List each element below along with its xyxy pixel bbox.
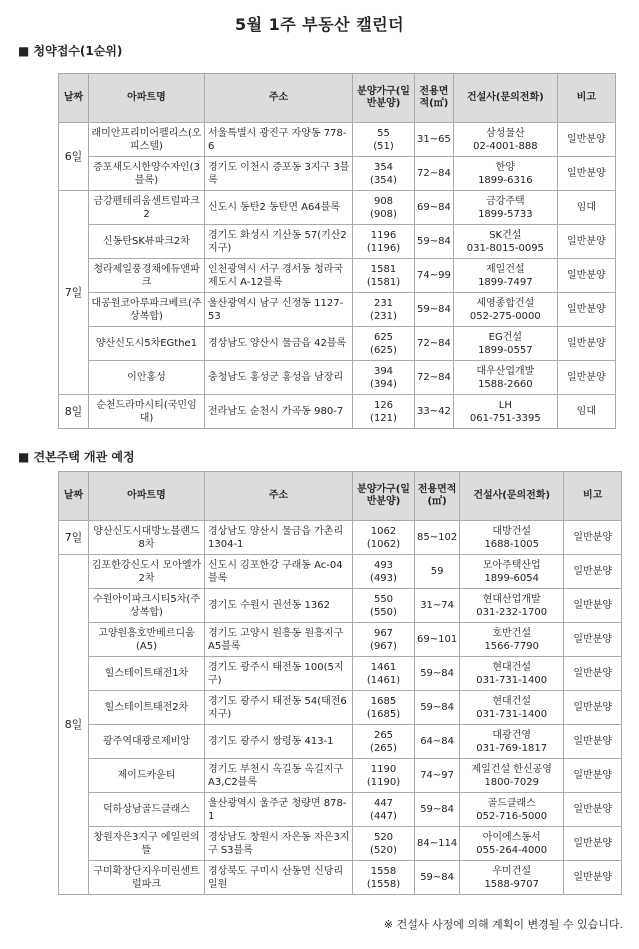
builder-cell: [460, 555, 564, 589]
builder-cell: [453, 157, 557, 191]
builder-cell-line: 02-4001-888: [473, 140, 538, 152]
area-cell: 31~74: [415, 589, 460, 623]
units-cell: [353, 225, 415, 259]
apartment-name-cell: 순천드라마시티(국민임대): [89, 395, 205, 429]
table-row: [59, 521, 622, 555]
header-date: 날짜: [59, 472, 89, 521]
units-cell-line: (520): [370, 844, 397, 856]
units-cell-line: (493): [370, 572, 397, 584]
builder-cell: [453, 123, 557, 157]
apartment-name-cell: 제이드카운티: [89, 759, 205, 793]
builder-cell-line: 현대건설: [492, 661, 532, 673]
apartment-name-cell: 증포새도시한양수자인(3블록): [89, 157, 205, 191]
units-cell-line: 1558: [370, 865, 397, 877]
units-cell-line: 354: [373, 161, 394, 173]
date-cell: 8일: [59, 555, 89, 895]
table-row: [59, 861, 622, 895]
address-cell: 경기도 부천시 옥길동 옥길지구 A3,C2블록: [205, 759, 353, 793]
area-cell: 85~102: [415, 521, 460, 555]
builder-cell: [460, 861, 564, 895]
builder-cell-line: 1800-7029: [484, 776, 539, 788]
units-cell: [353, 327, 415, 361]
units-cell: [353, 191, 415, 225]
builder-cell-line: 대광건영: [492, 729, 532, 741]
area-cell: 84~114: [415, 827, 460, 861]
note-cell: 일반분양: [557, 157, 615, 191]
area-cell: 74~99: [415, 259, 454, 293]
builder-cell: [460, 691, 564, 725]
units-cell: [353, 657, 415, 691]
builder-cell-line: SK건설: [489, 229, 522, 241]
builder-cell-line: 031-8015-0095: [466, 242, 544, 254]
builder-cell-line: 모아주택산업: [482, 559, 541, 571]
builder-cell-line: LH: [498, 399, 512, 411]
units-cell: [353, 555, 415, 589]
builder-cell-line: 1899-6316: [478, 174, 533, 186]
units-cell-line: (967): [370, 640, 397, 652]
builder-cell-line: 현대건설: [492, 695, 532, 707]
builder-cell-line: 세영종합건설: [476, 297, 535, 309]
table-row: [59, 361, 616, 395]
header-area: 전용면적(㎡): [415, 472, 460, 521]
units-cell-line: 394: [373, 365, 394, 377]
area-cell: 72~84: [415, 327, 454, 361]
builder-cell: [453, 395, 557, 429]
builder-cell: [460, 589, 564, 623]
builder-cell-line: 061-751-3395: [469, 412, 541, 424]
units-cell-line: 908: [373, 195, 394, 207]
address-cell: 경기도 고양시 원흥동 원흥지구 A5블록: [205, 623, 353, 657]
units-cell: [353, 759, 415, 793]
units-cell-line: 550: [373, 593, 394, 605]
units-cell-line: 1196: [370, 229, 397, 241]
builder-cell-line: 현대산업개발: [482, 593, 541, 605]
area-cell: 72~84: [415, 361, 454, 395]
units-cell-line: (1581): [366, 276, 401, 288]
units-cell: [353, 623, 415, 657]
units-cell-line: (1062): [366, 538, 401, 550]
units-cell: [353, 691, 415, 725]
table-row: [59, 827, 622, 861]
page-title: 5월 1주 부동산 캘린더: [234, 15, 405, 34]
builder-cell-line: EG건설: [488, 331, 523, 343]
builder-cell-line: 골드클래스: [487, 797, 536, 809]
builder-cell-line: 1899-6054: [484, 572, 539, 584]
builder-cell-line: 1899-7497: [478, 276, 533, 288]
date-cell: 6일: [59, 123, 89, 191]
builder-cell-line: 우미건설: [492, 865, 532, 877]
units-cell-line: 1461: [370, 661, 397, 673]
area-cell: 59: [415, 555, 460, 589]
apartment-name-cell: 힐스테이트태전1차: [89, 657, 205, 691]
builder-cell-line: 삼성물산: [486, 127, 525, 139]
units-cell: [353, 123, 415, 157]
table-row: [59, 793, 622, 827]
note-cell: 일반분양: [564, 589, 622, 623]
builder-cell-line: 052-716-5000: [476, 810, 548, 822]
apartment-name-cell: 광주역대광로제비앙: [89, 725, 205, 759]
builder-cell-line: 1899-5733: [478, 208, 533, 220]
apartment-name-cell: 수원아이파크시티5차(주상복합): [89, 589, 205, 623]
builder-cell-line: 031-232-1700: [476, 606, 548, 618]
units-cell-line: (1685): [366, 708, 401, 720]
note-cell: 일반분양: [564, 555, 622, 589]
units-cell-line: 265: [373, 729, 394, 741]
units-cell-line: (265): [370, 742, 397, 754]
note-cell: 일반분양: [557, 259, 615, 293]
builder-cell-line: 호반건설: [492, 627, 532, 639]
header-units: 분양가구(일반분양): [353, 74, 415, 123]
apartment-name-cell: 김포한강신도시 모아엘가2차: [89, 555, 205, 589]
builder-cell: [453, 259, 557, 293]
units-cell: [353, 259, 415, 293]
address-cell: 경기도 화성시 기산동 57(기산2지구): [205, 225, 353, 259]
header-note: 비고: [564, 472, 622, 521]
builder-cell-line: 한양: [495, 161, 515, 173]
builder-cell-line: 031-731-1400: [476, 674, 548, 686]
area-cell: 72~84: [415, 157, 454, 191]
table-row: [59, 657, 622, 691]
apartment-name-cell: 신동탄SK뷰파크2차: [89, 225, 205, 259]
table-row: [59, 191, 616, 225]
header-date: 날짜: [59, 74, 89, 123]
note-cell: 일반분양: [557, 361, 615, 395]
units-cell: [353, 157, 415, 191]
section-heading-subscription: ■ 청약접수(1순위): [18, 44, 123, 58]
units-cell-line: (1461): [366, 674, 401, 686]
builder-cell: [460, 657, 564, 691]
apartment-name-cell: 대공원코아루파크베르(주상복합): [89, 293, 205, 327]
note-cell: 임대: [557, 395, 615, 429]
table-row: [59, 691, 622, 725]
builder-cell-line: 금강주택: [486, 195, 525, 207]
builder-cell: [460, 793, 564, 827]
header-address: 주소: [205, 472, 353, 521]
header-units: 분양가구(일반분양): [353, 472, 415, 521]
date-cell: 8일: [59, 395, 89, 429]
area-cell: 59~84: [415, 293, 454, 327]
address-cell: 서울특별시 광진구 자양동 778-6: [205, 123, 353, 157]
note-cell: 일반분양: [564, 759, 622, 793]
builder-cell-line: 1688-1005: [484, 538, 539, 550]
units-cell: [353, 361, 415, 395]
builder-cell: [453, 191, 557, 225]
area-cell: 59~84: [415, 691, 460, 725]
area-cell: 59~84: [415, 793, 460, 827]
address-cell: 울산광역시 울주군 청량면 878-1: [205, 793, 353, 827]
area-cell: 33~42: [415, 395, 454, 429]
apartment-name-cell: 래미안프리미어펠리스(오피스텔): [89, 123, 205, 157]
area-cell: 31~65: [415, 123, 454, 157]
note-cell: 일반분양: [564, 725, 622, 759]
address-cell: 경상북도 구미시 산동면 신당리 일원: [205, 861, 353, 895]
builder-cell-line: 대방건설: [492, 525, 532, 537]
units-cell-line: (1196): [366, 242, 401, 254]
address-cell: 경기도 수원시 권선동 1362: [205, 589, 353, 623]
table-row: [59, 395, 616, 429]
note-cell: 일반분양: [564, 793, 622, 827]
apartment-name-cell: 구미확장단지우미린센트럴파크: [89, 861, 205, 895]
units-cell: [353, 395, 415, 429]
units-cell-line: (550): [370, 606, 397, 618]
note-cell: 일반분양: [564, 691, 622, 725]
builder-cell-line: 아이에스동서: [482, 831, 541, 843]
note-cell: 일반분양: [557, 293, 615, 327]
units-cell-line: (231): [370, 310, 397, 322]
date-cell: 7일: [59, 521, 89, 555]
header-builder: 건설사(문의전화): [453, 74, 557, 123]
footnote: ※ 건설사 사정에 의해 계획이 변경될 수 있습니다.: [383, 918, 623, 931]
address-cell: 충청남도 홍성군 홍성읍 남장리: [205, 361, 353, 395]
header-address: 주소: [205, 74, 353, 123]
units-cell-line: 625: [373, 331, 394, 343]
table-row: [59, 225, 616, 259]
apartment-name-cell: 양산신도시대방노블랜드8차: [89, 521, 205, 555]
builder-cell: [453, 327, 557, 361]
address-cell: 경상남도 양산시 물금읍 가촌리 1304-1: [205, 521, 353, 555]
area-cell: 69~84: [415, 191, 454, 225]
builder-cell: [453, 225, 557, 259]
units-cell: [353, 861, 415, 895]
apartment-name-cell: 창원자은3지구 에일린의뜰: [89, 827, 205, 861]
units-cell-line: 1190: [370, 763, 397, 775]
units-cell-line: 1062: [370, 525, 397, 537]
units-cell: [353, 589, 415, 623]
builder-cell: [460, 827, 564, 861]
units-cell-line: (1190): [366, 776, 401, 788]
area-cell: 59~84: [415, 657, 460, 691]
header-builder: 건설사(문의전화): [460, 472, 564, 521]
address-cell: 경기도 광주시 태전동 100(5지구): [205, 657, 353, 691]
area-cell: 59~84: [415, 225, 454, 259]
header-area: 전용면적(㎡): [415, 74, 454, 123]
builder-cell: [460, 759, 564, 793]
address-cell: 경기도 이천시 증포동 3지구 3블록: [205, 157, 353, 191]
builder-cell: [460, 623, 564, 657]
table-row: [59, 555, 622, 589]
units-cell-line: (447): [370, 810, 397, 822]
builder-cell: [460, 725, 564, 759]
units-cell-line: 231: [373, 297, 394, 309]
units-cell-line: (394): [370, 378, 397, 390]
address-cell: 경상남도 창원시 자은동 자은3지구 S3블록: [205, 827, 353, 861]
area-cell: 59~84: [415, 861, 460, 895]
address-cell: 신도시 김포한강 구래동 Ac-04블록: [205, 555, 353, 589]
builder-cell-line: 052-275-0000: [469, 310, 541, 322]
builder-cell-line: 제일건설 한신공영: [471, 763, 552, 775]
builder-cell-line: 1588-9707: [484, 878, 539, 890]
apartment-name-cell: 덕하상남골드클래스: [89, 793, 205, 827]
units-cell-line: 447: [373, 797, 394, 809]
header-apartment: 아파트명: [89, 74, 205, 123]
table-row: [59, 623, 622, 657]
note-cell: 일반분양: [564, 861, 622, 895]
note-cell: 일반분양: [564, 827, 622, 861]
builder-cell-line: 1588-2660: [478, 378, 533, 390]
note-cell: 일반분양: [557, 123, 615, 157]
note-cell: 일반분양: [564, 623, 622, 657]
builder-cell: [460, 521, 564, 555]
builder-cell-line: 055-264-4000: [476, 844, 548, 856]
builder-cell-line: 1566-7790: [484, 640, 539, 652]
subscription-table: [58, 73, 616, 429]
note-cell: 일반분양: [564, 657, 622, 691]
note-cell: 일반분양: [557, 225, 615, 259]
units-cell-line: 55: [377, 127, 390, 139]
note-cell: 임대: [557, 191, 615, 225]
table-header-row: [59, 74, 616, 123]
units-cell-line: (908): [370, 208, 397, 220]
units-cell: [353, 293, 415, 327]
address-cell: 경상남도 양산시 물금읍 42블록: [205, 327, 353, 361]
table-row: [59, 259, 616, 293]
area-cell: 64~84: [415, 725, 460, 759]
units-cell-line: 1581: [370, 263, 397, 275]
units-cell-line: (354): [370, 174, 397, 186]
units-cell: [353, 793, 415, 827]
units-cell-line: (1558): [366, 878, 401, 890]
table-row: [59, 327, 616, 361]
header-apartment: 아파트명: [89, 472, 205, 521]
units-cell-line: 520: [373, 831, 394, 843]
units-cell-line: (51): [373, 140, 394, 152]
address-cell: 경기도 광주시 쌍령동 413-1: [205, 725, 353, 759]
units-cell-line: 967: [373, 627, 394, 639]
apartment-name-cell: 이안홍성: [89, 361, 205, 395]
units-cell-line: (121): [370, 412, 397, 424]
table-row: [59, 759, 622, 793]
builder-cell-line: 제일건설: [486, 263, 525, 275]
apartment-name-cell: 고양원흥호반베르디움(A5): [89, 623, 205, 657]
apartment-name-cell: 청라제일풍경채에듀앤파크: [89, 259, 205, 293]
units-cell-line: 1685: [370, 695, 397, 707]
address-cell: 전라남도 순천시 가곡동 980-7: [205, 395, 353, 429]
area-cell: 74~97: [415, 759, 460, 793]
address-cell: 울산광역시 남구 신정동 1127-53: [205, 293, 353, 327]
address-cell: 신도시 동탄2 동탄면 A64블록: [205, 191, 353, 225]
table-row: [59, 725, 622, 759]
apartment-name-cell: 금강펜테리움센트럴파크2: [89, 191, 205, 225]
builder-cell-line: 031-769-1817: [476, 742, 548, 754]
table-row: [59, 157, 616, 191]
units-cell-line: (625): [370, 344, 397, 356]
apartment-name-cell: 힐스테이트태전2차: [89, 691, 205, 725]
area-cell: 69~101: [415, 623, 460, 657]
builder-cell: [453, 361, 557, 395]
table-row: [59, 123, 616, 157]
header-note: 비고: [557, 74, 615, 123]
section-heading-model-house: ■ 견본주택 개관 예정: [18, 450, 135, 464]
units-cell-line: 126: [373, 399, 394, 411]
address-cell: 경기도 광주시 태전동 54(태전6지구): [205, 691, 353, 725]
table-row: [59, 589, 622, 623]
units-cell: [353, 521, 415, 555]
table-row: [59, 293, 616, 327]
table-header-row: [59, 472, 622, 521]
units-cell: [353, 827, 415, 861]
units-cell: [353, 725, 415, 759]
units-cell-line: 493: [373, 559, 394, 571]
builder-cell-line: 1899-0557: [478, 344, 533, 356]
note-cell: 일반분양: [564, 521, 622, 555]
builder-cell-line: 031-731-1400: [476, 708, 548, 720]
address-cell: 인천광역시 서구 경서동 청라국제도시 A-12블록: [205, 259, 353, 293]
apartment-name-cell: 양산신도시5차EGthe1: [89, 327, 205, 361]
date-cell: 7일: [59, 191, 89, 395]
builder-cell-line: 대우산업개발: [476, 365, 535, 377]
builder-cell: [453, 293, 557, 327]
note-cell: 일반분양: [557, 327, 615, 361]
model-house-table: [58, 471, 622, 895]
